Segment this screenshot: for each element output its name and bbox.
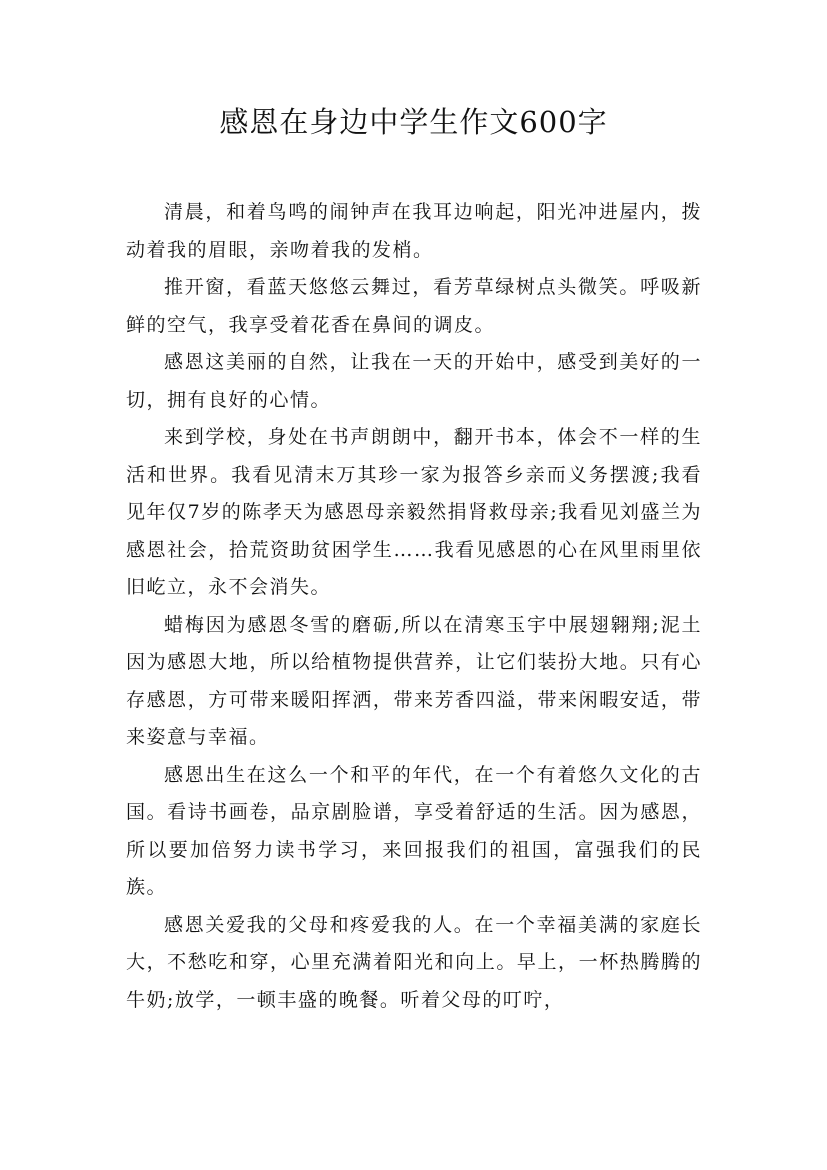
document-body xyxy=(126,194,702,1019)
paragraph-1: 清晨，和着鸟鸣的闹钟声在我耳边响起，阳光冲进屋内，拨动着我的眉眼，亲吻着我的发梢。 xyxy=(126,201,702,261)
paragraph-2: 推开窗，看蓝天悠悠云舞过，看芳草绿树点头微笑。呼吸新鲜的空气，我享受着花香在鼻间的调皮。 xyxy=(126,276,702,336)
paragraph-4: 来到学校，身处在书声朗朗中，翻开书本，体会不一样的生活和世界。我看见清末万其珍一家为报答乡亲而义务摆渡;我看见年仅7岁的陈孝天为感恩母亲毅然捐肾救母亲;我看见刘盛兰为感恩社会，拾荒资助贫困学生……我看见感恩的心在风里雨里依旧屹立，永不会消失。 xyxy=(126,426,702,598)
paragraph-7: 感恩关爱我的父母和疼爱我的人。在一个幸福美满的家庭长大，不愁吃和穿，心里充满着阳光和向上。早上，一杯热腾腾的牛奶;放学，一顿丰盛的晚餐。听着父母的叮咛， xyxy=(126,913,702,1011)
paragraph-3: 感恩这美丽的自然，让我在一天的开始中，感受到美好的一切，拥有良好的心情。 xyxy=(126,351,702,411)
paragraph-5: 蜡梅因为感恩冬雪的磨砺,所以在清寒玉宇中展翅翱翔;泥土因为感恩大地，所以给植物提供营养，让它们装扮大地。只有心存感恩，方可带来暖阳挥洒，带来芳香四溢，带来闲暇安适，带来姿意与幸福。 xyxy=(126,613,702,748)
document-title: 感恩在身边中学生作文600字 xyxy=(219,105,608,139)
paragraph-6: 感恩出生在这么一个和平的年代，在一个有着悠久文化的古国。看诗书画卷，品京剧脸谱，享受着舒适的生活。因为感恩，所以要加倍努力读书学习，来回报我们的祖国，富强我们的民族。 xyxy=(126,763,702,898)
